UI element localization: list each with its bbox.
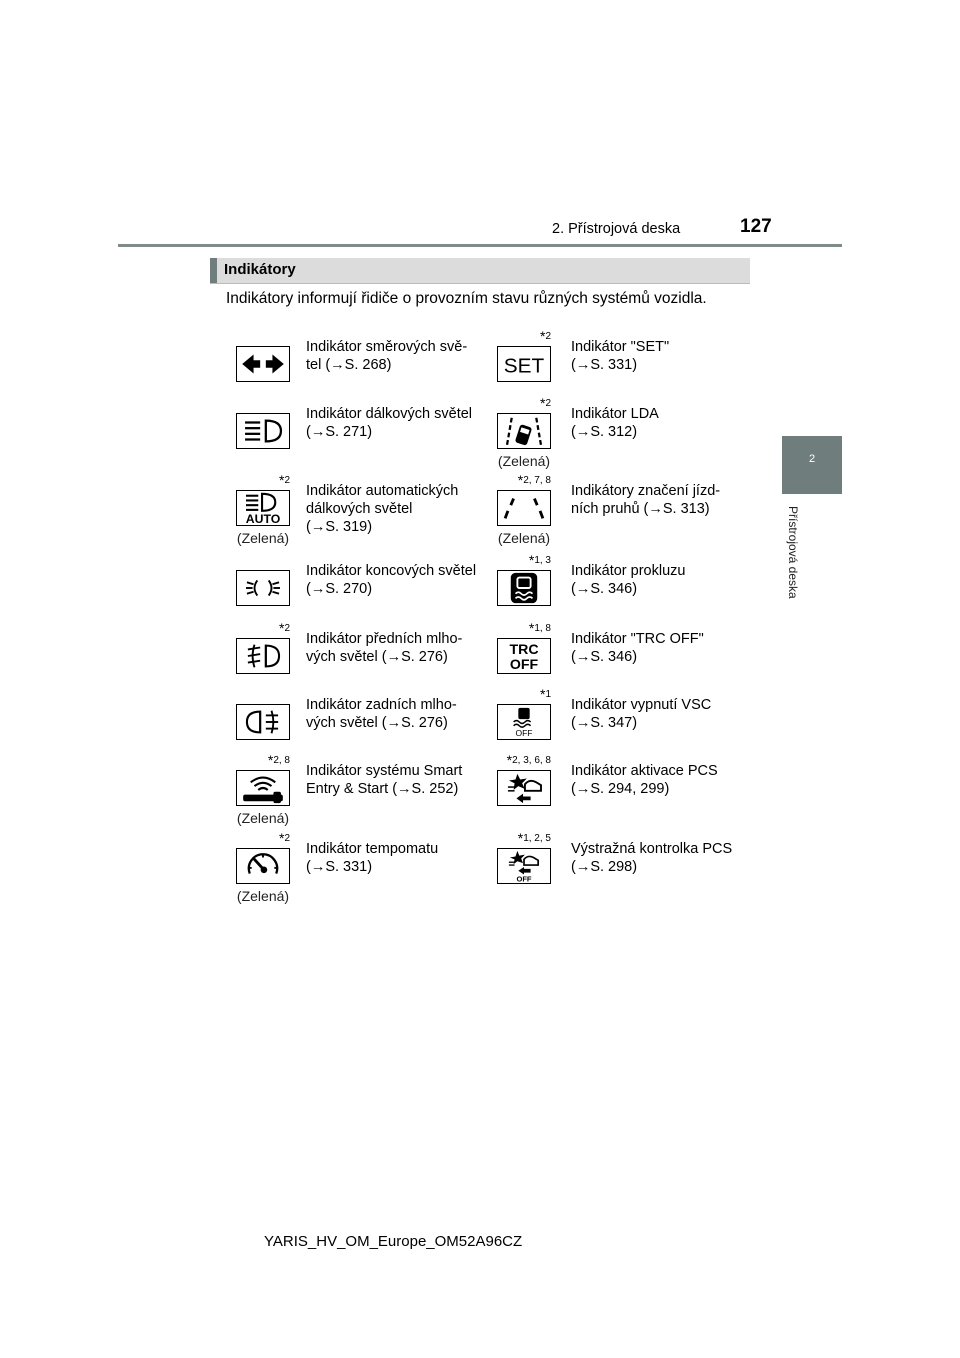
intro-text: Indikátory informují řidiče o provozním stavu různých systémů vozidla. bbox=[226, 290, 707, 307]
description-line: Entry & Start (→S. 252) bbox=[306, 781, 459, 797]
section-bar-title: Indikátory bbox=[224, 261, 296, 278]
indicator-description bbox=[306, 405, 486, 441]
description-line: (→S. 346) bbox=[571, 649, 638, 665]
description-line: Indikátor LDA bbox=[571, 406, 659, 422]
color-note: (Zelená) bbox=[236, 888, 290, 904]
description-line: (→S. 298) bbox=[571, 859, 638, 875]
smart-entry-icon bbox=[236, 770, 290, 806]
set-icon bbox=[497, 346, 551, 382]
description-line: (→S. 347) bbox=[571, 715, 638, 731]
rear-fog-icon bbox=[236, 704, 290, 740]
footnote-marker: *2 bbox=[278, 830, 290, 846]
svg-text:OFF: OFF bbox=[515, 728, 533, 739]
section-bar bbox=[210, 258, 750, 284]
indicator-description bbox=[306, 762, 486, 798]
svg-text:OFF: OFF bbox=[509, 657, 539, 673]
description-line: (→S. 331) bbox=[306, 859, 373, 875]
indicator-description bbox=[571, 482, 751, 518]
indicator-description bbox=[306, 338, 486, 374]
svg-text:OFF: OFF bbox=[516, 874, 532, 883]
description-line: Indikátor aktivace PCS bbox=[571, 763, 718, 779]
indicator-description bbox=[571, 840, 751, 876]
indicator-description bbox=[306, 696, 486, 732]
indicator-description bbox=[306, 630, 486, 666]
color-note: (Zelená) bbox=[236, 810, 290, 826]
description-line: Indikátory značení jízd- bbox=[571, 483, 721, 499]
auto-high-beam-icon bbox=[236, 490, 290, 526]
footnote-marker: *2, 8 bbox=[267, 752, 290, 768]
document-code: YARIS_HV_OM_Europe_OM52A96CZ bbox=[264, 1233, 523, 1250]
footnote-marker: *1 bbox=[539, 686, 551, 702]
footnote-marker: *2 bbox=[278, 620, 290, 636]
footnote-marker: *1, 8 bbox=[528, 620, 551, 636]
description-line: vých světel (→S. 276) bbox=[306, 649, 448, 665]
description-line: Indikátor prokluzu bbox=[571, 563, 686, 579]
lane-markings-icon bbox=[497, 490, 551, 526]
description-line: Indikátor "TRC OFF" bbox=[571, 631, 704, 647]
svg-text:TRC: TRC bbox=[509, 642, 539, 659]
cruise-control-icon bbox=[236, 848, 290, 884]
color-note: (Zelená) bbox=[236, 530, 290, 546]
description-line: vých světel (→S. 276) bbox=[306, 715, 448, 731]
svg-text:AUTO: AUTO bbox=[245, 512, 281, 525]
side-tab-text: Přístrojová deska bbox=[786, 506, 800, 599]
slip-icon bbox=[497, 570, 551, 606]
footnote-marker: *2, 3, 6, 8 bbox=[506, 752, 551, 768]
description-line: Indikátor automatických bbox=[306, 483, 459, 499]
indicator-description bbox=[571, 630, 751, 666]
description-line: (→S. 319) bbox=[306, 519, 373, 535]
vsc-off-icon bbox=[497, 704, 551, 740]
description-line: (→S. 271) bbox=[306, 424, 373, 440]
description-line: tel (→S. 268) bbox=[306, 357, 392, 373]
front-fog-icon bbox=[236, 638, 290, 674]
description-line: Výstražná kontrolka PCS bbox=[571, 841, 733, 857]
description-line: Indikátor koncových světel bbox=[306, 563, 477, 579]
description-line: (→S. 331) bbox=[571, 357, 638, 373]
description-line: Indikátor zadních mlho- bbox=[306, 697, 457, 713]
indicator-description bbox=[571, 562, 751, 598]
color-note: (Zelená) bbox=[497, 453, 551, 469]
indicator-description bbox=[571, 762, 751, 798]
description-line: dálkových světel bbox=[306, 501, 413, 517]
turn-signal-icon bbox=[236, 346, 290, 382]
description-line: Indikátor tempomatu bbox=[306, 841, 439, 857]
description-line: Indikátor předních mlho- bbox=[306, 631, 463, 647]
footnote-marker: *2, 7, 8 bbox=[517, 472, 551, 488]
description-line: (→S. 346) bbox=[571, 581, 638, 597]
trc-off-icon bbox=[497, 638, 551, 674]
description-line: Indikátor "SET" bbox=[571, 339, 670, 355]
lda-icon bbox=[497, 413, 551, 449]
description-line: (→S. 294, 299) bbox=[571, 781, 670, 797]
indicator-description bbox=[571, 338, 751, 374]
indicator-description bbox=[306, 562, 486, 598]
footnote-marker: *2 bbox=[278, 472, 290, 488]
section-bar-accent bbox=[210, 258, 217, 283]
description-line: Indikátor směrových svě- bbox=[306, 339, 468, 355]
footnote-marker: *1, 3 bbox=[528, 552, 551, 568]
description-line: (→S. 270) bbox=[306, 581, 373, 597]
tail-light-icon bbox=[236, 570, 290, 606]
color-note: (Zelená) bbox=[497, 530, 551, 546]
side-tab-number: 2 bbox=[808, 453, 816, 465]
svg-text:SET: SET bbox=[503, 354, 545, 378]
description-line: Indikátor vypnutí VSC bbox=[571, 697, 712, 713]
high-beam-icon bbox=[236, 413, 290, 449]
description-line: ních pruhů (→S. 313) bbox=[571, 501, 710, 517]
footnote-marker: *2 bbox=[539, 395, 551, 411]
side-tab-block bbox=[782, 436, 842, 494]
footnote-marker: *2 bbox=[539, 328, 551, 344]
pcs-off-icon bbox=[497, 848, 551, 884]
footnote-marker: *1, 2, 5 bbox=[517, 830, 551, 846]
description-line: Indikátor systému Smart bbox=[306, 763, 463, 779]
indicator-description bbox=[306, 482, 486, 536]
header-rule bbox=[118, 244, 842, 247]
description-line: (→S. 312) bbox=[571, 424, 638, 440]
page-number: 127 bbox=[740, 216, 772, 237]
indicator-description bbox=[571, 405, 751, 441]
section-title: 2. Přístrojová deska bbox=[552, 221, 681, 237]
indicator-description bbox=[571, 696, 751, 732]
indicator-description bbox=[306, 840, 486, 876]
description-line: Indikátor dálkových světel bbox=[306, 406, 473, 422]
pcs-icon bbox=[497, 770, 551, 806]
